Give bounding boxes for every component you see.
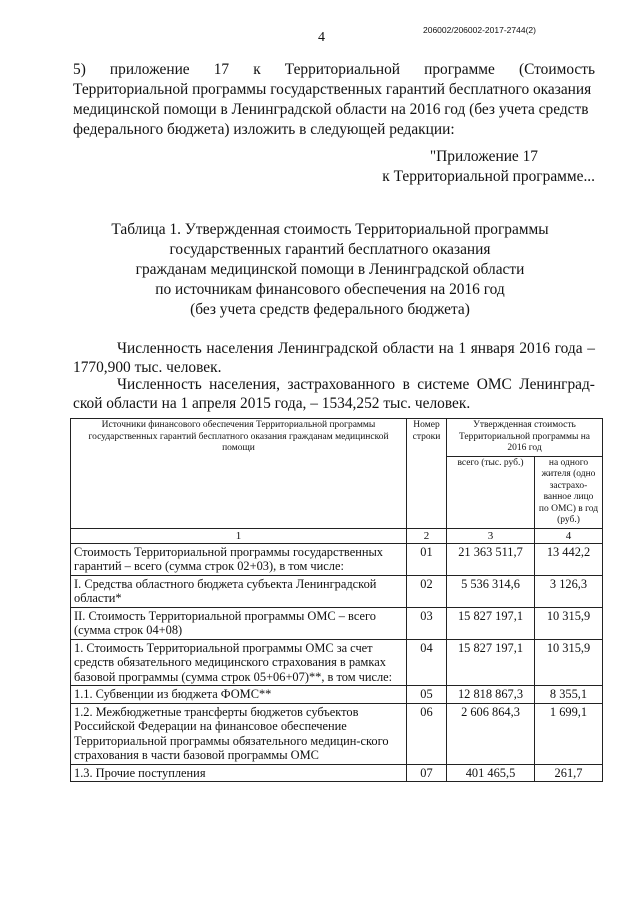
word: Ленинград- [519,376,595,393]
population-total-line-2: 1770,900 тыс. человек. [73,359,222,376]
word: 2016 [519,340,551,357]
word: области [382,340,435,357]
header-total: всего (тыс. руб.) [447,456,535,528]
header-approved-cost: Утвержденная стоимость Территориальной программы на 2016 год [447,419,603,457]
row-name: 1. Стоимость Территориальной программы ОМС за счет средств обязательного медицинского страхования в рамках базовой программы (сумма строк 05+06+07)**, в том числе: [71,639,407,686]
row-total: 2 606 864,3 [447,703,535,764]
row-name: 1.3. Прочие поступления [71,764,407,782]
row-name: 1.1. Субвенции из бюджета ФОМС** [71,686,407,704]
page-number: 4 [318,30,325,45]
table-row [71,639,603,686]
row-name: II. Стоимость Территориальной программы ОМС – всего (сумма строк 04+08) [71,607,407,639]
table-title-line: Таблица 1. Утвержденная стоимость Территориальной программы [111,221,549,238]
row-total: 15 827 197,1 [447,639,535,686]
word: – [587,340,595,357]
row-per-resident: 10 315,9 [535,607,603,639]
word: (Стоимость [518,61,595,78]
word: ОМС [476,376,512,393]
header-row-number: Номер строки [407,419,447,529]
row-total: 12 818 867,3 [447,686,535,704]
row-total: 5 536 314,6 [447,575,535,607]
row-name: Стоимость Территориальной программы государственных гарантий – всего (сумма строк 02+03), в том числе: [71,543,407,575]
word: января [470,340,515,357]
row-total: 401 465,5 [447,764,535,782]
document-code: 206002/206002-2017-2744(2) [423,25,536,35]
column-number: 1 [71,528,407,543]
row-name: I. Средства областного бюджета субъекта Ленинградской области* [71,575,407,607]
row-code: 04 [407,639,447,686]
table-row [71,686,603,704]
row-code: 02 [407,575,447,607]
word: 1 [458,340,467,357]
row-per-resident: 1 699,1 [535,703,603,764]
appendix-line-2: к Территориальной программе... [382,168,595,185]
population-insured-line-2: ской области на 1 апреля 2015 года, – 1534,252 тыс. человек. [73,395,471,412]
table-title-line: государственных гарантий бесплатного оказания [169,241,491,258]
row-code: 01 [407,543,447,575]
word: застрахованного [287,376,396,393]
header-source: Источники финансового обеспечения Территориальной программы государственных гарантий бесплатного оказания гражданам медицинской помощи [71,419,407,529]
table-row [71,703,603,764]
row-per-resident: 10 315,9 [535,639,603,686]
column-number: 3 [447,528,535,543]
word: 5) [73,61,86,78]
word: Ленинградской [277,340,378,357]
row-name: 1.2. Межбюджетные трансферты бюджетов субъектов Российской Федерации на финансовое обеспечение Территориальной программы обязательного медицин-ского страхования в части базовой программы ОМС [71,703,407,764]
financing-table [70,418,603,782]
column-number: 4 [535,528,603,543]
population-total-line-1 [73,339,595,358]
word: системе [417,376,470,393]
word: Численность [117,340,202,357]
amendment-paragraph [73,60,595,140]
table-row [71,575,603,607]
row-per-resident: 3 126,3 [535,575,603,607]
row-per-resident: 13 442,2 [535,543,603,575]
word: в [402,376,410,393]
row-per-resident: 8 355,1 [535,686,603,704]
population-insured-paragraph [73,375,595,413]
row-code: 03 [407,607,447,639]
row-code: 06 [407,703,447,764]
row-total: 15 827 197,1 [447,607,535,639]
population-total-paragraph [73,339,595,377]
amendment-line-1 [73,60,595,80]
appendix-line-1: "Приложение 17 [429,148,538,165]
appendix-heading [374,147,595,187]
word: на [438,340,454,357]
table-title-line: гражданам медицинской помощи в Ленинградской области [135,261,525,278]
word: к [253,61,261,78]
word: населения, [209,376,280,393]
row-code: 05 [407,686,447,704]
population-insured-line-1 [73,375,595,394]
row-per-resident: 261,7 [535,764,603,782]
word: Численность [117,376,202,393]
word: приложение [109,61,190,78]
table-title-line: по источникам финансового обеспечения на 2016 год [155,281,505,298]
word: Территориальной [284,61,401,78]
header-per-resident: на одного жителя (одно застрахо-ванное лицо по ОМС) в год (руб.) [535,456,603,528]
table-row [71,543,603,575]
word: года [554,340,583,357]
row-code: 07 [407,764,447,782]
row-total: 21 363 511,7 [447,543,535,575]
amendment-line-2: Территориальной программы государственных гарантий бесплатного оказания [73,81,592,98]
amendment-line-3: медицинской помощи в Ленинградской области на 2016 год (без учета средств [73,101,589,118]
table-row [71,607,603,639]
word: программе [424,61,495,78]
column-number: 2 [407,528,447,543]
table-title-line: (без учета средств федерального бюджета) [190,301,470,318]
word: населения [206,340,274,357]
amendment-line-4: федерального бюджета) изложить в следующей редакции: [73,121,455,138]
word: 17 [213,61,230,78]
table-row [71,764,603,782]
table-title [60,220,600,320]
